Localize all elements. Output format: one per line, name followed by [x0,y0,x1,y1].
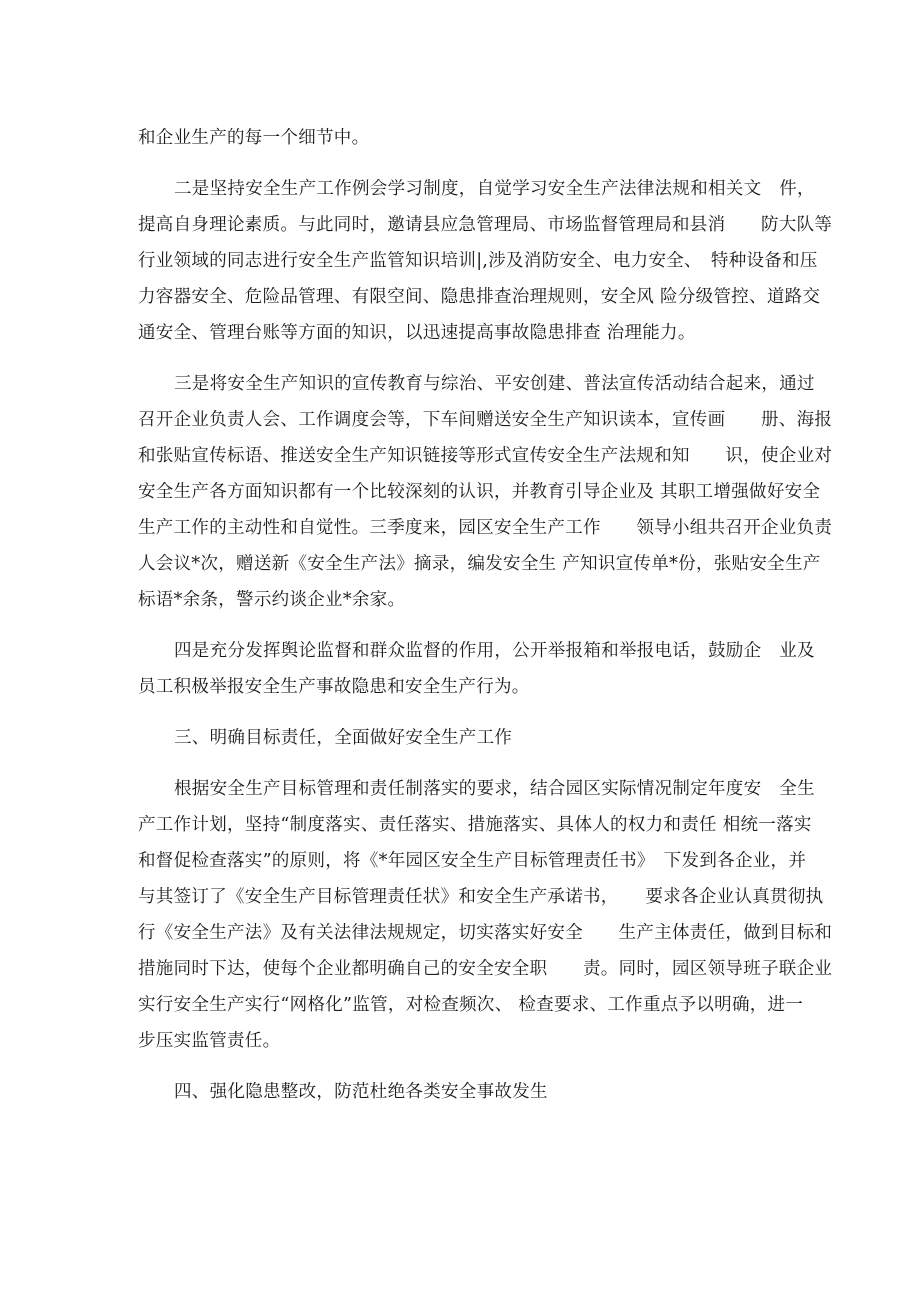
section-heading: 四、强化隐患整改，防范杜绝各类安全事故发生 [174,1082,548,1102]
paragraph-line: 产工作计划，坚持“制度落实、责任落实、措施落实、具体人的权力和责任 相统一落实 [138,815,812,835]
paragraph-line: 和企业生产的每一个细节中。 [138,128,370,148]
paragraph-line: 标语*余条，警示约谈企业*余家。 [138,590,406,610]
paragraph-line: 三是将安全生产知识的宣传教育与综治、平安创建、普法宣传活动结合起来，通过 [174,374,815,394]
paragraph-line: 行业领域的同志进行安全生产监管知识培训|,涉及消防安全、电力安全、 特种设备和压 [138,251,818,271]
paragraph-line: 召开企业负责人会、工作调度会等，下车间赠送安全生产知识读本，宣传画 册、海报 [138,410,833,430]
section-heading: 三、明确目标责任，全面做好安全生产工作 [174,728,513,748]
paragraph-line: 员工积极举报安全生产事故隐患和安全生产行为。 [138,677,530,697]
paragraph-line: 生产工作的主动性和自觉性。三季度来，园区安全生产工作 领导小组共召开企业负责 [138,518,833,538]
paragraph-line: 根据安全生产目标管理和责任制落实的要求，结合园区实际情况制定年度安 全生 [174,779,815,799]
paragraph-line: 通安全、管理台账等方面的知识，以迅速提高事故隐患排查 治理能力。 [138,323,696,343]
paragraph-line: 二是坚持安全生产工作例会学习制度，自觉学习安全生产法律法规和相关文 件， [174,179,815,199]
paragraph-line: 措施同时下达，使每个企业都明确自己的安全安全职 责。同时，园区领导班子联企业 [138,959,833,979]
paragraph-line: 人会议*次，赠送新《安全生产法》摘录，编发安全生 产知识宣传单*份，张贴安全生产 [138,554,821,574]
paragraph-line: 行《安全生产法》及有关法律法规规定，切实落实好安全 生产主体责任，做到目标和 [138,923,833,943]
paragraph-line: 四是充分发挥舆论监督和群众监督的作用，公开举报箱和举报电话，鼓励企 业及 [174,641,815,661]
paragraph-line: 安全生产各方面知识都有一个比较深刻的认识，并教育引导企业及 其职工增强做好安全 [138,482,821,502]
paragraph-line: 提高自身理论素质。与此同时，邀请县应急管理局、市场监督管理局和县消 防大队等 [138,215,833,235]
paragraph-line: 实行安全生产实行“网格化”监管，对检查频次、 检查要求、工作重点予以明确，进一 [138,995,804,1015]
paragraph-line: 和督促检查落实”的原则，将《*年园区安全生产目标管理责任书》 下发到各企业，并 [138,851,807,871]
paragraph-line: 力容器安全、危险品管理、有限空间、隐患排查治理规则，安全风 险分级管控、道路交 [138,287,821,307]
paragraph-line: 步压实监管责任。 [138,1031,281,1051]
paragraph-line: 与其签订了《安全生产目标管理责任状》和安全生产承诺书， 要求各企业认真贯彻执 [138,887,824,907]
paragraph-line: 和张贴宣传标语、推送安全生产知识链接等形式宣传安全生产法规和知 识，使企业对 [138,446,833,466]
